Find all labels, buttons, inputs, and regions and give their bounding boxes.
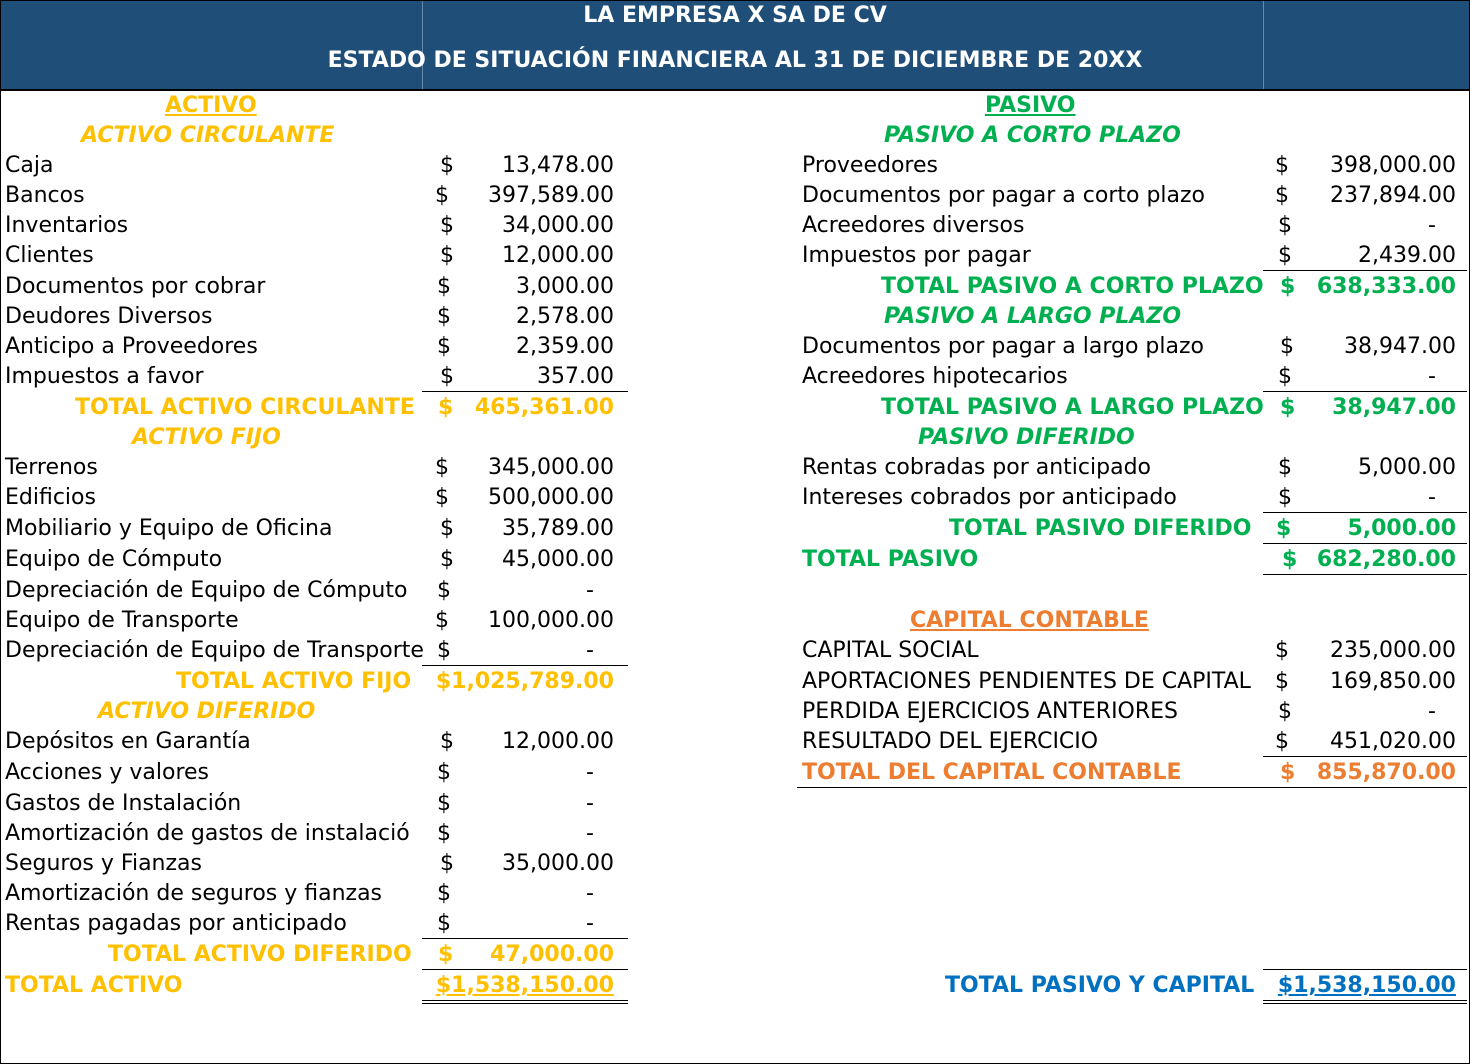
total-row: TOTAL ACTIVO CIRCULANTE $ 465,361.00 bbox=[75, 395, 614, 420]
total-row: TOTAL ACTIVO FIJO $1,025,789.00 bbox=[176, 669, 614, 694]
table-row: Intereses cobrados por anticipado $ - bbox=[802, 485, 1436, 510]
grand-total-row: TOTAL PASIVO Y CAPITAL $1,538,150.00 bbox=[945, 973, 1456, 998]
table-row: PERDIDA EJERCICIOS ANTERIORES $ - bbox=[802, 699, 1436, 724]
double-rule bbox=[422, 1000, 628, 1001]
subtotal-rule bbox=[1263, 969, 1467, 970]
table-row: Equipo de Transporte $ 100,000.00 bbox=[5, 608, 614, 633]
capital-heading: CAPITAL CONTABLE bbox=[910, 608, 1149, 633]
subtotal-rule bbox=[1263, 270, 1467, 271]
table-row: Deudores Diversos $ 2,578.00 bbox=[5, 304, 614, 329]
subtotal-rule bbox=[1263, 574, 1467, 575]
activo-heading: ACTIVO bbox=[165, 93, 257, 118]
subtotal-rule bbox=[1263, 756, 1467, 757]
activo-fijo-heading: ACTIVO FIJO bbox=[132, 425, 281, 450]
total-row: TOTAL PASIVO DIFERIDO $ 5,000.00 bbox=[949, 516, 1456, 541]
table-row: Bancos $ 397,589.00 bbox=[5, 183, 614, 208]
table-row: Rentas pagadas por anticipado $ - bbox=[5, 911, 594, 936]
total-row: TOTAL PASIVO $ 682,280.00 bbox=[802, 547, 1456, 572]
double-rule bbox=[1263, 1000, 1467, 1001]
table-row: Proveedores $ 398,000.00 bbox=[802, 153, 1456, 178]
subtotal-rule bbox=[422, 969, 628, 970]
table-row: Acreedores diversos $ - bbox=[802, 213, 1436, 238]
table-row: Gastos de Instalación $ - bbox=[5, 791, 594, 816]
table-row: Clientes $ 12,000.00 bbox=[5, 243, 614, 268]
total-row: TOTAL PASIVO A CORTO PLAZO $ 638,333.00 bbox=[881, 274, 1456, 299]
subtotal-rule bbox=[422, 665, 628, 666]
table-row: RESULTADO DEL EJERCICIO $ 451,020.00 bbox=[802, 729, 1456, 754]
double-rule bbox=[1263, 1003, 1467, 1004]
table-row: Documentos por pagar a corto plazo $ 237,894.00 bbox=[802, 183, 1456, 208]
table-row: Anticipo a Proveedores $ 2,359.00 bbox=[5, 334, 614, 359]
table-row: Caja $ 13,478.00 bbox=[5, 153, 614, 178]
table-row: Impuestos a favor $ 357.00 bbox=[5, 364, 614, 389]
table-row: CAPITAL SOCIAL $ 235,000.00 bbox=[802, 638, 1456, 663]
table-row: Inventarios $ 34,000.00 bbox=[5, 213, 614, 238]
table-row: Rentas cobradas por anticipado $ 5,000.00 bbox=[802, 455, 1456, 480]
subtotal-rule bbox=[1263, 543, 1467, 544]
table-row: APORTACIONES PENDIENTES DE CAPITAL $ 169,850.00 bbox=[802, 669, 1456, 694]
total-row: TOTAL ACTIVO DIFERIDO $ 47,000.00 bbox=[108, 942, 614, 967]
total-row: TOTAL DEL CAPITAL CONTABLE $ 855,870.00 bbox=[802, 760, 1456, 785]
activo-circulante-heading: ACTIVO CIRCULANTE bbox=[81, 123, 335, 148]
table-row: Depósitos en Garantía $ 12,000.00 bbox=[5, 729, 614, 754]
table-row: Documentos por cobrar $ 3,000.00 bbox=[5, 274, 614, 299]
report-header bbox=[1, 1, 1469, 90]
table-row: Terrenos $ 345,000.00 bbox=[5, 455, 614, 480]
pasivo-largo-heading: PASIVO A LARGO PLAZO bbox=[884, 304, 1182, 329]
subtotal-rule bbox=[422, 391, 628, 392]
table-row: Depreciación de Equipo de Transporte $ - bbox=[5, 638, 594, 663]
subtotal-rule bbox=[1263, 391, 1467, 392]
double-rule bbox=[422, 1003, 628, 1004]
table-row: Impuestos por pagar $ 2,439.00 bbox=[802, 243, 1456, 268]
pasivo-heading: PASIVO bbox=[985, 93, 1076, 118]
table-row: Documentos por pagar a largo plazo $ 38,947.00 bbox=[802, 334, 1456, 359]
table-row: Seguros y Fianzas $ 35,000.00 bbox=[5, 851, 614, 876]
table-row: Amortización de seguros y fianzas $ - bbox=[5, 881, 594, 906]
total-row: TOTAL PASIVO A LARGO PLAZO $ 38,947.00 bbox=[881, 395, 1456, 420]
pasivo-diferido-heading: PASIVO DIFERIDO bbox=[918, 425, 1135, 450]
table-row: Amortización de gastos de instalació $ - bbox=[5, 821, 594, 846]
table-row: Depreciación de Equipo de Cómputo $ - bbox=[5, 578, 594, 603]
activo-diferido-heading: ACTIVO DIFERIDO bbox=[98, 699, 316, 724]
table-row: Acciones y valores $ - bbox=[5, 760, 594, 785]
grand-total-row: TOTAL ACTIVO $1,538,150.00 bbox=[5, 973, 614, 998]
table-row: Edificios $ 500,000.00 bbox=[5, 485, 614, 510]
table-row: Equipo de Cómputo $ 45,000.00 bbox=[5, 547, 614, 572]
table-row: Mobiliario y Equipo de Oficina $ 35,789.00 bbox=[5, 516, 614, 541]
pasivo-corto-heading: PASIVO A CORTO PLAZO bbox=[884, 123, 1181, 148]
subtotal-rule bbox=[422, 938, 628, 939]
report-title: ESTADO DE SITUACIÓN FINANCIERA AL 31 DE DICIEMBRE DE 20XX bbox=[327, 48, 1143, 73]
table-row: Acreedores hipotecarios $ - bbox=[802, 364, 1436, 389]
company-name: LA EMPRESA X SA DE CV bbox=[583, 3, 887, 28]
subtotal-rule bbox=[1263, 512, 1467, 513]
section-rule bbox=[797, 787, 1467, 788]
